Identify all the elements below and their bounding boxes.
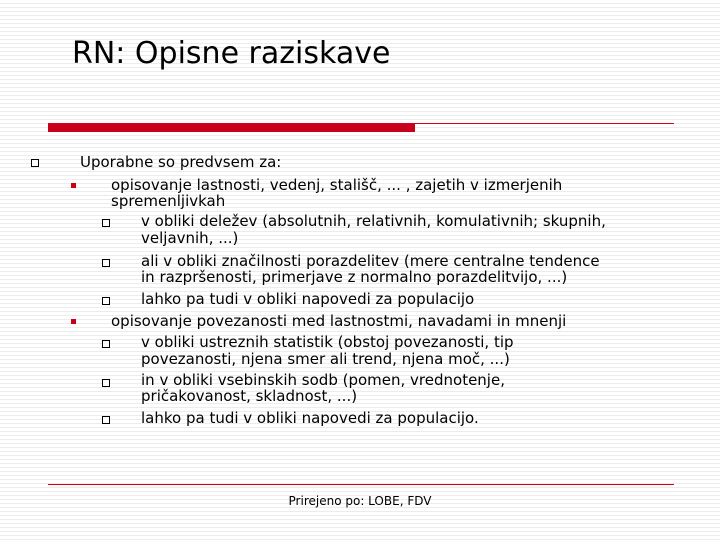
square-bullet-icon (102, 297, 110, 305)
subitem-1-1-line-2: veljavnih, ...) (141, 229, 239, 247)
subitem-2-1-line-1: v obliki ustreznih statistik (obstoj povezanosti, tip (141, 333, 514, 351)
square-bullet-icon (102, 259, 110, 267)
square-bullet-icon (102, 340, 110, 348)
square-bullet-icon (102, 416, 110, 424)
subitem-2-2-line-2: pričakovanost, skladnost, ...) (141, 387, 358, 405)
item-1-line-2: spremenljivkah (111, 192, 226, 210)
subitem-1-3-line-1: lahko pa tudi v obliki napovedi za populacijo (141, 290, 475, 308)
square-bullet-icon (102, 219, 110, 227)
intro-text: Uporabne so predvsem za: (80, 153, 282, 171)
item-2-line-1: opisovanje povezanosti med lastnostmi, navadami in mnenji (111, 312, 567, 330)
subitem-2-1-line-2: povezanosti, njena smer ali trend, njena moč, ...) (141, 350, 510, 368)
square-bullet-icon (31, 159, 39, 167)
filled-bullet-icon (71, 319, 76, 324)
subitem-2-2-line-1: in v obliki vsebinskih sodb (pomen, vrednotenje, (141, 371, 505, 389)
subitem-1-2-line-1: ali v obliki značilnosti porazdelitev (mere centralne tendence (141, 252, 600, 270)
slide-title: RN: Opisne raziskave (72, 36, 391, 71)
filled-bullet-icon (71, 183, 76, 188)
item-1-line-1: opisovanje lastnosti, vedenj, stališč, ... , zajetih v izmerjenih (111, 176, 563, 194)
square-bullet-icon (102, 379, 110, 387)
footer-divider (48, 484, 674, 485)
subitem-1-1-line-1: v obliki deležev (absolutnih, relativnih, komulativnih; skupnih, (141, 212, 606, 230)
subitem-2-3-line-1: lahko pa tudi v obliki napovedi za populacijo. (141, 409, 479, 427)
footer-credit: Prirejeno po: LOBE, FDV (288, 494, 432, 508)
subitem-1-2-line-2: in razpršenosti, primerjave z normalno porazdelitvijo, ...) (141, 268, 568, 286)
